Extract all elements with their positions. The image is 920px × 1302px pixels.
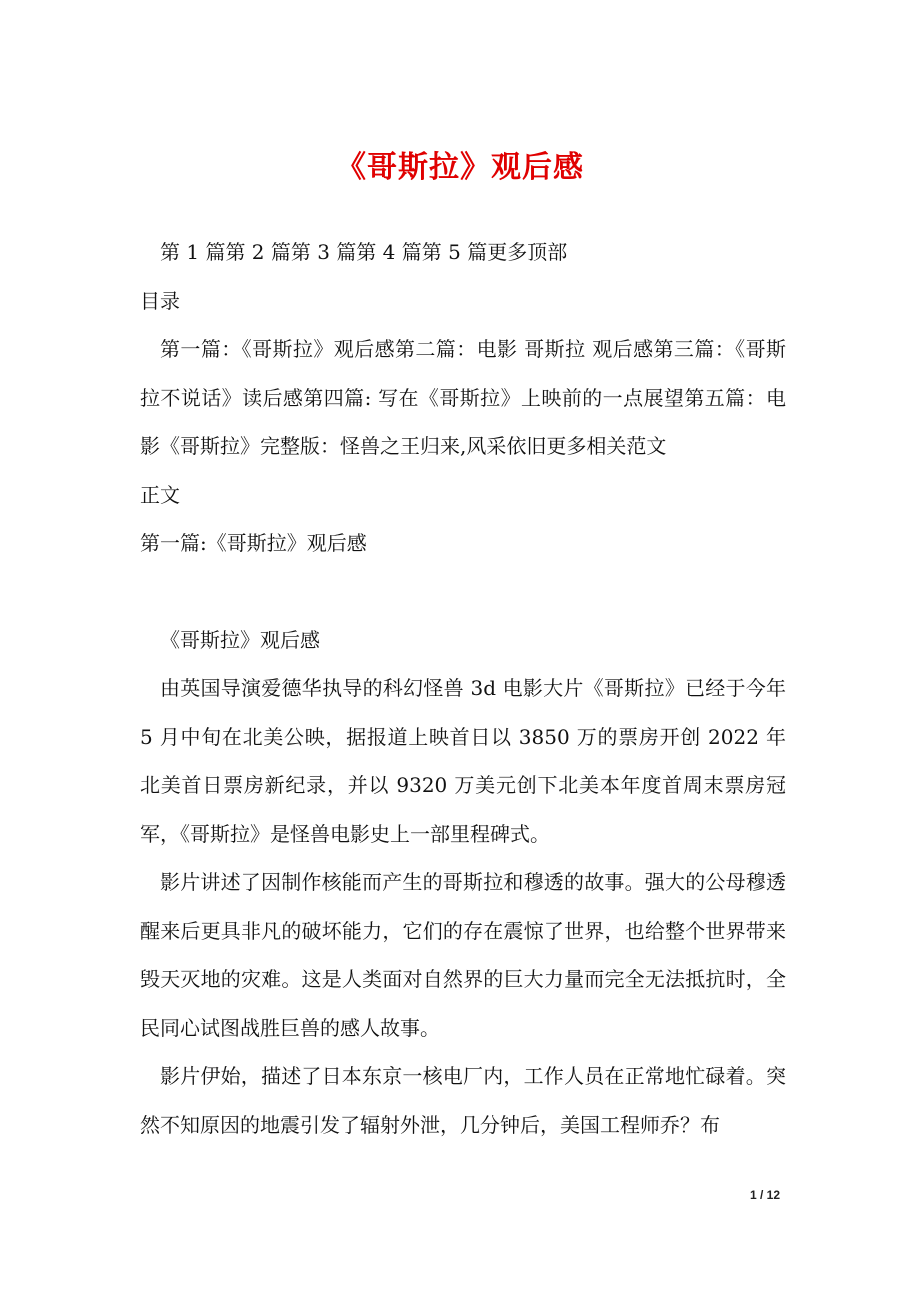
section-heading: 第一篇:《哥斯拉》观后感 (140, 531, 367, 555)
document-title: 《哥斯拉》观后感 (336, 150, 584, 185)
document-content (140, 228, 786, 1149)
paragraph: 影片伊始，描述了日本东京一核电厂内，工作人员在正常地忙碌着。突然不知原因的地震引发了辐射外泄，几分钟后，美国工程师乔？布 (140, 1064, 786, 1137)
blank-gap (140, 568, 786, 616)
paragraph: 影片讲述了因制作核能而产生的哥斯拉和穆透的故事。强大的公母穆透醒来后更具非凡的破坏能力，它们的存在震惊了世界，也给整个世界带来毁天灭地的灾难。这是人类面对自然界的巨大力量而完全无法抵抗时，全民同心试图战胜巨兽的感人故事。 (140, 870, 786, 1040)
toc-text: 第一篇：《哥斯拉》观后感第二篇：电影 哥斯拉 观后感第三篇：《哥斯拉不说话》读后感第四篇: 写在《哥斯拉》上映前的一点展望第五篇：电影《哥斯拉》完整版：怪兽之王归来,风采依旧更多相关范文 (140, 337, 786, 458)
paragraph: 由英国导演爱德华执导的科幻怪兽 3d 电影大片《哥斯拉》已经于今年 5 月中旬在北美公映，据报道上映首日以 3850 万的票房开创 2022 年北美首日票房新纪录，并以 9320 万美元创下北美本年度首周末票房冠军，《哥斯拉》是怪兽电影史上一部里程碑式。 (140, 676, 786, 846)
article-title: 《哥斯拉》观后感 (160, 627, 320, 652)
page-number: 1 / 12 (749, 1188, 780, 1202)
toc-heading: 目录 (140, 288, 180, 313)
section-nav-line: 第 1 篇第 2 篇第 3 篇第 4 篇第 5 篇更多顶部 (160, 240, 568, 264)
body-heading: 正文 (140, 482, 180, 507)
